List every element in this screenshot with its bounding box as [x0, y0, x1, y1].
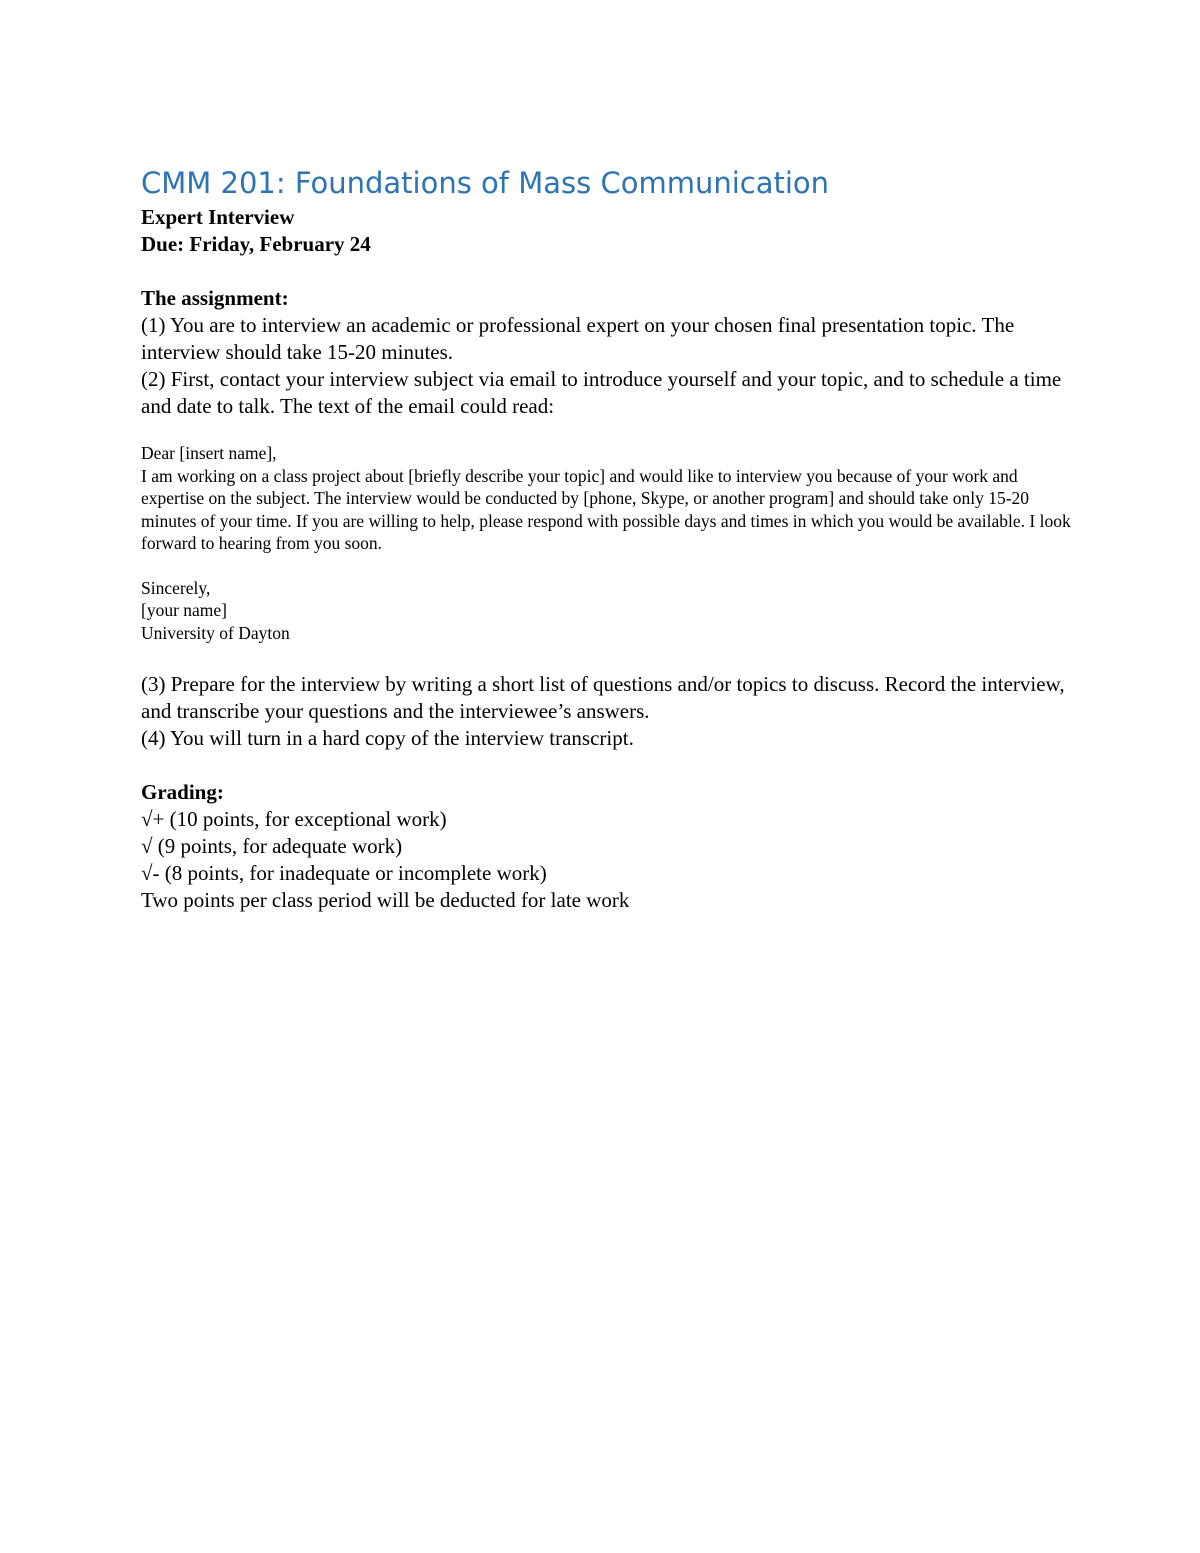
grading-item: √ (9 points, for adequate work) — [141, 834, 403, 858]
email-affiliation: University of Dayton — [141, 622, 290, 643]
email-signature-name: [your name] — [141, 600, 228, 620]
step-4: (4) You will turn in a hard copy of the interview transcript. — [141, 726, 634, 750]
email-closing: Sincerely, — [141, 577, 211, 598]
assignment-subtitle: Expert Interview — [141, 205, 295, 229]
document-page — [141, 164, 1071, 914]
assignment-heading: The assignment: — [141, 286, 289, 310]
grading-item: √- (8 points, for inadequate or incomplete work) — [141, 861, 547, 885]
spacer — [141, 420, 1071, 442]
email-body: I am working on a class project about [briefly describe your topic] and would like to interview you because of your work and expertise on the subject. The interview would be conducted by [phone, Skype, or another program] and should take only 15-20 minutes of your time. If you are willing to help, please respond with possible days and times in which you would be available. I look forward to hearing from you soon. — [141, 465, 1071, 553]
spacer — [141, 644, 1071, 671]
email-greeting: Dear [insert name], — [141, 443, 277, 463]
step-3: (3) Prepare for the interview by writing a short list of questions and/or topics to discuss. Record the interview, and transcribe your questions and the interviewee’s answers. — [141, 672, 1065, 723]
spacer — [141, 752, 1071, 779]
document-title: CMM 201: Foundations of Mass Communication — [141, 166, 830, 200]
grading-late-policy: Two points per class period will be deducted for late work — [141, 888, 630, 912]
grading-item: √+ (10 points, for exceptional work) — [141, 807, 447, 831]
email-template — [141, 442, 1071, 644]
step-2: (2) First, contact your interview subject via email to introduce yourself and your topic, and to schedule a time and date to talk. The text of the email could read: — [141, 367, 1062, 418]
due-date: Due: Friday, February 24 — [141, 232, 371, 256]
spacer — [141, 258, 1071, 285]
grading-heading: Grading: — [141, 780, 224, 804]
step-1: (1) You are to interview an academic or professional expert on your chosen final presentation topic. The interview should take 15-20 minutes. — [141, 313, 1015, 364]
spacer — [141, 555, 1071, 577]
